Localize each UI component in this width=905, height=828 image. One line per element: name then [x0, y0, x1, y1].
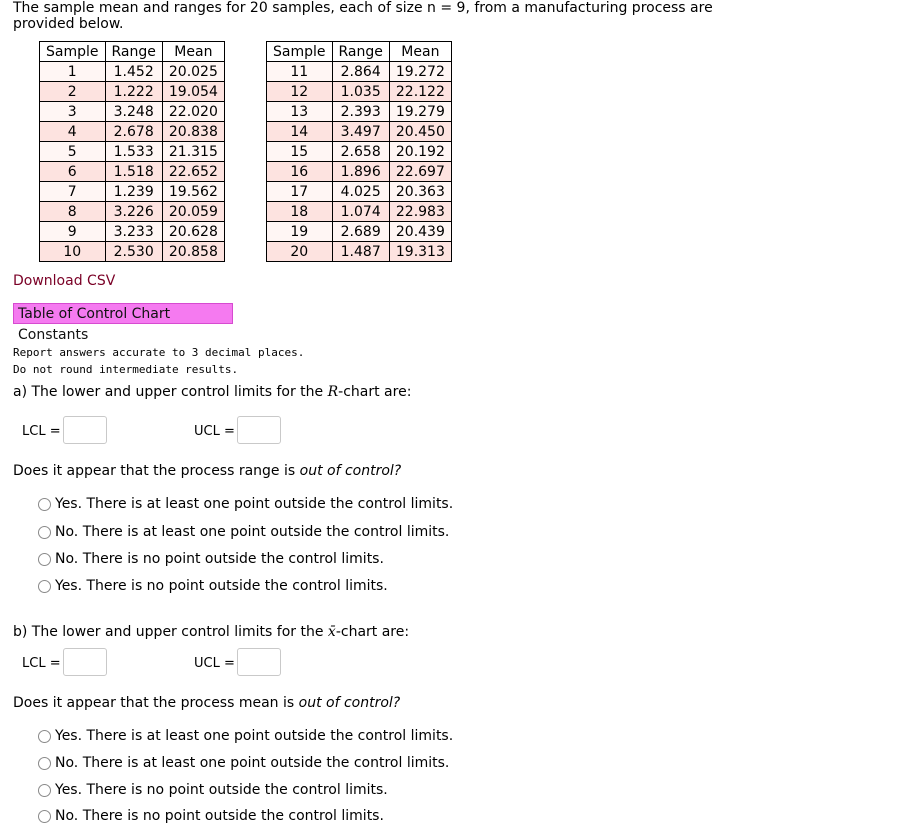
table-row — [40, 82, 225, 102]
part-a-limits-row — [22, 416, 322, 448]
header-sample: Sample — [40, 42, 106, 62]
range-cell: 1.533 — [105, 142, 162, 162]
table-row — [267, 222, 452, 242]
mean-cell: 20.628 — [162, 222, 224, 242]
sample-cell: 1 — [40, 62, 106, 82]
radio-button[interactable] — [38, 810, 51, 823]
table-row — [40, 122, 225, 142]
mean-cell: 19.279 — [389, 102, 451, 122]
mean-cell: 20.363 — [389, 182, 451, 202]
table-row — [267, 102, 452, 122]
radio-button[interactable] — [38, 757, 51, 770]
header-range: Range — [105, 42, 162, 62]
mean-cell: 20.192 — [389, 142, 451, 162]
part-b-question — [13, 695, 400, 711]
range-cell: 1.487 — [332, 242, 389, 262]
table-row — [267, 62, 452, 82]
header-mean: Mean — [162, 42, 224, 62]
part-a-question — [13, 463, 401, 479]
range-cell: 2.864 — [332, 62, 389, 82]
radio-button[interactable] — [38, 730, 51, 743]
r-symbol: R — [327, 384, 339, 400]
sample-cell: 3 — [40, 102, 106, 122]
sample-cell: 10 — [40, 242, 106, 262]
radio-button[interactable] — [38, 526, 51, 539]
range-cell: 1.035 — [332, 82, 389, 102]
range-cell: 4.025 — [332, 182, 389, 202]
header-sample: Sample — [267, 42, 333, 62]
sample-cell: 11 — [267, 62, 333, 82]
radio-button[interactable] — [38, 784, 51, 797]
part-a-prompt — [13, 384, 411, 400]
range-cell: 2.658 — [332, 142, 389, 162]
option-label: No. There is at least one point outside the control limits. — [55, 755, 450, 771]
radio-button[interactable] — [38, 498, 51, 511]
lcl-label: LCL = — [22, 656, 61, 671]
download-csv-link[interactable]: Download CSV — [13, 273, 116, 289]
option-label: Yes. There is at least one point outside the control limits. — [55, 496, 454, 512]
range-cell: 1.222 — [105, 82, 162, 102]
ucl-label: UCL = — [194, 656, 235, 671]
samples-table-11-20 — [266, 41, 452, 262]
range-cell: 1.896 — [332, 162, 389, 182]
table-row — [267, 82, 452, 102]
part-b-question-emphasis: out of control? — [298, 695, 401, 711]
part-a-prompt-suffix: -chart are: — [338, 384, 412, 400]
sample-cell: 15 — [267, 142, 333, 162]
sample-cell: 9 — [40, 222, 106, 242]
option-label: No. There is no point outside the control limits. — [55, 808, 384, 824]
range-cell: 3.226 — [105, 202, 162, 222]
radio-button[interactable] — [38, 553, 51, 566]
option-label: Yes. There is at least one point outside the control limits. — [55, 728, 454, 744]
table-row — [267, 242, 452, 262]
radio-button[interactable] — [38, 580, 51, 593]
sample-cell: 16 — [267, 162, 333, 182]
table-row — [40, 182, 225, 202]
option-label: No. There is at least one point outside the control limits. — [55, 524, 450, 540]
samples-table-1-10 — [39, 41, 225, 262]
table-row — [40, 142, 225, 162]
lcl-label: LCL = — [22, 424, 61, 439]
mean-cell: 19.272 — [389, 62, 451, 82]
table-row — [40, 102, 225, 122]
control-chart-constants-button[interactable]: Table of Control Chart Constants — [13, 303, 233, 324]
mean-cell: 20.025 — [162, 62, 224, 82]
table-row — [267, 182, 452, 202]
table-row — [40, 62, 225, 82]
mean-cell: 19.562 — [162, 182, 224, 202]
part-b-prompt — [13, 624, 409, 640]
table-row — [40, 222, 225, 242]
table-header-row — [40, 42, 225, 62]
table-row — [40, 202, 225, 222]
instruction-decimals: Report answers accurate to 3 decimal places. — [13, 346, 305, 359]
sample-cell: 17 — [267, 182, 333, 202]
mean-cell: 20.450 — [389, 122, 451, 142]
range-cell: 3.233 — [105, 222, 162, 242]
mean-cell: 22.697 — [389, 162, 451, 182]
option-label: Yes. There is no point outside the control limits. — [55, 782, 388, 798]
sample-cell: 20 — [267, 242, 333, 262]
part-b-prompt-suffix: -chart are: — [335, 624, 410, 640]
range-cell: 1.239 — [105, 182, 162, 202]
mean-cell: 20.838 — [162, 122, 224, 142]
sample-cell: 4 — [40, 122, 106, 142]
xbar-ucl-input[interactable] — [237, 648, 281, 676]
sample-cell: 14 — [267, 122, 333, 142]
range-cell: 1.518 — [105, 162, 162, 182]
mean-cell: 21.315 — [162, 142, 224, 162]
table-row — [40, 162, 225, 182]
part-b-prompt-text: b) The lower and upper control limits for the — [13, 624, 328, 640]
table-row — [40, 242, 225, 262]
sample-cell: 13 — [267, 102, 333, 122]
table-row — [267, 202, 452, 222]
problem-intro: The sample mean and ranges for 20 samples, each of size n = 9, from a manufacturing process are provided below. — [13, 0, 713, 32]
instruction-rounding: Do not round intermediate results. — [13, 363, 239, 376]
r-lcl-input[interactable] — [63, 416, 107, 444]
part-b-question-text: Does it appear that the process mean is — [13, 695, 299, 711]
part-a-question-text: Does it appear that the process range is — [13, 463, 300, 479]
range-cell: 1.074 — [332, 202, 389, 222]
mean-cell: 22.983 — [389, 202, 451, 222]
r-ucl-input[interactable] — [237, 416, 281, 444]
table-header-row — [267, 42, 452, 62]
part-a-question-emphasis: out of control? — [299, 463, 402, 479]
range-cell: 2.678 — [105, 122, 162, 142]
range-cell: 1.452 — [105, 62, 162, 82]
xbar-symbol: x̄ — [327, 624, 336, 640]
sample-cell: 18 — [267, 202, 333, 222]
sample-cell: 7 — [40, 182, 106, 202]
mean-cell: 20.059 — [162, 202, 224, 222]
header-mean: Mean — [389, 42, 451, 62]
mean-cell: 22.122 — [389, 82, 451, 102]
range-cell: 3.497 — [332, 122, 389, 142]
range-cell: 2.530 — [105, 242, 162, 262]
sample-cell: 6 — [40, 162, 106, 182]
mean-cell: 22.020 — [162, 102, 224, 122]
mean-cell: 22.652 — [162, 162, 224, 182]
range-cell: 2.689 — [332, 222, 389, 242]
mean-cell: 19.313 — [389, 242, 451, 262]
sample-cell: 2 — [40, 82, 106, 102]
table-row — [267, 162, 452, 182]
option-label: No. There is no point outside the control limits. — [55, 551, 384, 567]
range-cell: 3.248 — [105, 102, 162, 122]
sample-cell: 8 — [40, 202, 106, 222]
range-cell: 2.393 — [332, 102, 389, 122]
option-label: Yes. There is no point outside the control limits. — [55, 578, 388, 594]
part-b-limits-row — [22, 648, 322, 680]
xbar-lcl-input[interactable] — [63, 648, 107, 676]
ucl-label: UCL = — [194, 424, 235, 439]
mean-cell: 19.054 — [162, 82, 224, 102]
header-range: Range — [332, 42, 389, 62]
table-row — [267, 122, 452, 142]
sample-cell: 5 — [40, 142, 106, 162]
table-row — [267, 142, 452, 162]
part-a-prompt-text: a) The lower and upper control limits for the — [13, 384, 328, 400]
sample-cell: 12 — [267, 82, 333, 102]
sample-cell: 19 — [267, 222, 333, 242]
mean-cell: 20.439 — [389, 222, 451, 242]
mean-cell: 20.858 — [162, 242, 224, 262]
